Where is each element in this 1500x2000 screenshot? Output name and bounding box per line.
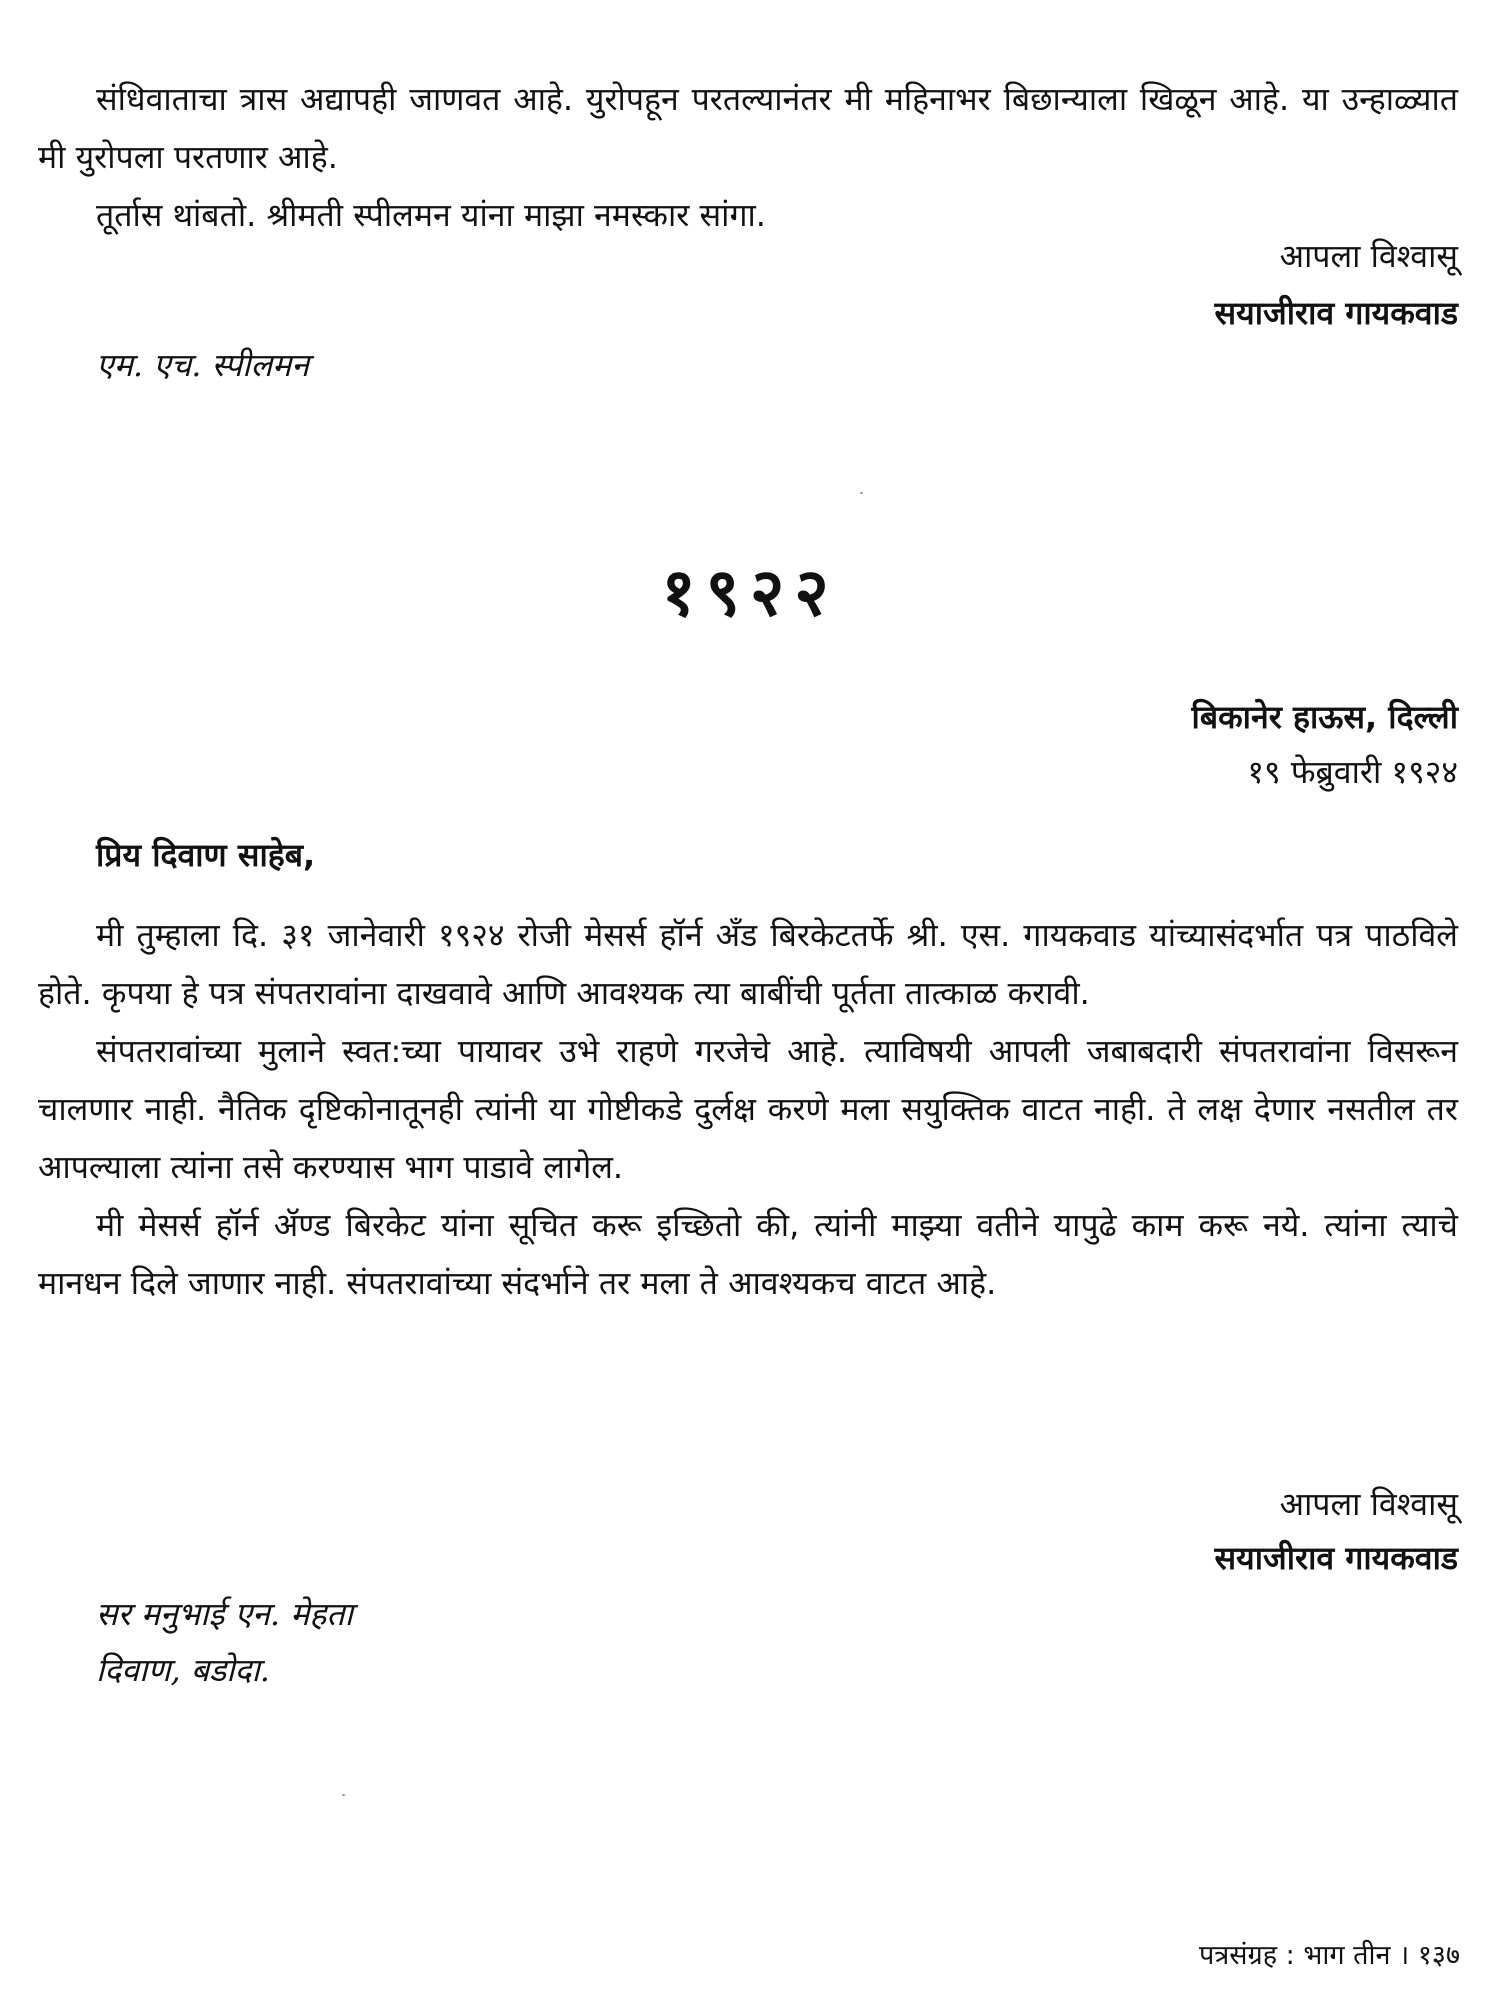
letter2-body	[38, 906, 1458, 1312]
year-heading: १९२२	[661, 554, 839, 631]
letter2-date: १९ फेब्रुवारी १९२४	[1247, 753, 1458, 791]
letter1-paragraph-2: तूर्तास थांबतो. श्रीमती स्पीलमन यांना माझा नमस्कार सांगा.	[96, 196, 766, 234]
print-speck	[342, 1794, 345, 1796]
letter2-recipient-name: सर मनुभाई एन. मेहता	[96, 1595, 353, 1633]
letter2-place: बिकानेर हाऊस, दिल्ली	[1191, 698, 1458, 736]
letter1-body	[38, 70, 1458, 244]
letter2-paragraph-2: संपतरावांच्या मुलाने स्वत:च्या पायावर उभे राहणे गरजेचे आहे. त्याविषयी आपली जबाबदारी संपतरावांना विसरून चालणार नाही. नैतिक दृष्टिकोनातूनही त्यांनी या गोष्टीकडे दुर्लक्ष करणे मला सयुक्तिक वाटत नाही. ते लक्ष देणार नसतील तर आपल्याला त्यांना तसे करण्यास भाग पाडावे लागेल.	[38, 1032, 1458, 1186]
letter2-paragraph-3: मी मेसर्स हॉर्न ॲण्ड बिरकेट यांना सूचित करू इच्छितो की, त्यांनी माझ्या वतीने यापुढे काम करू नये. त्यांना त्याचे मानधन दिले जाणार नाही. संपतरावांच्या संदर्भाने तर मला ते आवश्यकच वाटत आहे.	[38, 1206, 1458, 1302]
letter2-salutation: प्रिय दिवाण साहेब,	[96, 836, 316, 874]
page-footer: पत्रसंग्रह : भाग तीन । १३७	[1199, 1940, 1460, 1971]
letter2-paragraph-1: मी तुम्हाला दि. ३१ जानेवारी १९२४ रोजी मेसर्स हॉर्न अँड बिरकेटतर्फे श्री. एस. गायकवाड यांच्यासंदर्भात पत्र पाठविले होते. कृपया हे पत्र संपतरावांना दाखवावे आणि आवश्यक त्या बाबींची पूर्तता तात्काळ करावी.	[38, 916, 1458, 1012]
letter1-closing: आपला विश्वासू	[1279, 237, 1458, 275]
letter1-signature: सयाजीराव गायकवाड	[1214, 294, 1458, 332]
letter1-paragraph-1: संधिवाताचा त्रास अद्यापही जाणवत आहे. युरोपहून परतल्यानंतर मी महिनाभर बिछान्याला खिळून आहे. या उन्हाळ्यात मी युरोपला परतणार आहे.	[38, 80, 1458, 176]
letter2-closing: आपला विश्वासू	[1279, 1485, 1458, 1523]
print-speck	[860, 492, 863, 494]
letter1-recipient: एम. एच. स्पीलमन	[96, 346, 310, 384]
letter2-signature: सयाजीराव गायकवाड	[1214, 1539, 1458, 1577]
letter2-recipient-title: दिवाण, बडोदा.	[96, 1651, 270, 1689]
